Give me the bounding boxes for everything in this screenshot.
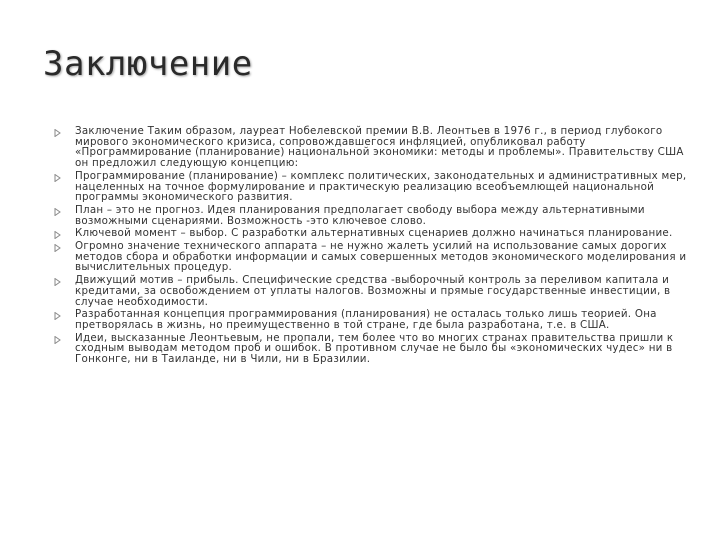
bullet-item <box>54 241 694 273</box>
bullet-item <box>54 309 694 330</box>
bullet-item <box>54 333 694 365</box>
bullet-item <box>54 126 694 169</box>
arrow-bullet-icon <box>54 278 61 286</box>
arrow-bullet-icon <box>54 312 61 320</box>
bullet-text: Ключевой момент – выбор. С разработки альтернативных сценариев должно начинаться планирование. <box>75 227 673 240</box>
arrow-bullet-icon <box>54 208 61 216</box>
slide-title: Заключение <box>43 44 253 84</box>
arrow-bullet-icon <box>54 231 61 239</box>
bullet-text: Огромно значение технического аппарата – не нужно жалеть усилий на использование самых дорогих методов сбора и обработки информации и самых совершенных методов экономического моделирования и вычислительных процедур. <box>75 240 687 274</box>
bullet-text: Движущий мотив – прибыль. Специфические средства -выборочный контроль за переливом капитала и кредитами, за освобождением от уплаты налогов. Возможны и прямые государственные инвестиции, в случае необходимости. <box>75 274 671 308</box>
bullet-item <box>54 171 694 203</box>
bullet-text: Разработанная концепция программирования (планирования) не осталась только лишь теорией. Она претворялась в жизнь, но преимущественно в той стране, где была разработана, т.е. в США. <box>75 308 657 331</box>
arrow-bullet-icon <box>54 244 61 252</box>
bullet-text: Идеи, высказанные Леонтьевым, не пропали, тем более что во многих странах правительства пришли к сходным выводам методом проб и ошибок. В противном случае не было бы «экономических чудес» ни в Гонконге, ни в Таиланде, ни в Чили, ни в Бразилии. <box>75 331 674 366</box>
bullet-item <box>54 275 694 307</box>
arrow-bullet-icon <box>54 174 61 182</box>
bullet-text: Программирование (планирование) – комплекс политических, законодательных и административных мер, нацеленных на точное формулирование и практическую реализацию всеобъемлющей национальной программы экономического развития. <box>75 169 687 204</box>
bullet-item <box>54 228 694 239</box>
arrow-bullet-icon <box>54 336 61 344</box>
bullet-text: Заключение Таким образом, лауреат Нобелевской премии В.В. Леонтьев в 1976 г., в период глубокого мирового экономического кризиса, сопровождавшегося инфляцией, опубликовал работу «Программирование (планирование) национальной экономики: методы и проблемы». Правительству США он предложил следующую концепцию: <box>75 125 684 170</box>
bullet-item <box>54 205 694 226</box>
bullet-list <box>54 126 694 367</box>
arrow-bullet-icon <box>54 129 61 137</box>
bullet-text: План – это не прогноз. Идея планирования предполагает свободу выбора между альтернативными возможными сценариями. Возможность -это ключевое слово. <box>75 203 645 227</box>
